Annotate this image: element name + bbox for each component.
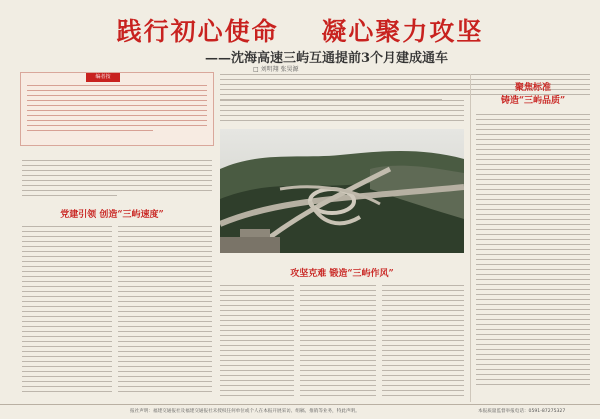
body-text-right-top: [476, 74, 590, 79]
column-divider: [470, 74, 471, 402]
section-title-right-line1: 聚焦标准: [514, 83, 551, 93]
body-text-right-col: [476, 114, 590, 389]
body-text-center-top: [220, 100, 464, 125]
footer-notice: 报社声明：福建交通报社及福建交通报社未授权任何单位或个人在本报开展采访、组稿、推销等业务，特此声明。: [130, 409, 360, 414]
body-text-left-col-1: [22, 226, 112, 396]
interchange-aerial-photo: [220, 129, 464, 253]
editor-note-tag: 编者按: [86, 73, 120, 82]
body-text-left-col-2: [118, 226, 212, 396]
headline: 践行初心使命 凝心聚力攻坚: [116, 17, 484, 46]
section-title-right-line2: 铸造“三屿品质”: [500, 96, 566, 106]
editor-note-box: [20, 72, 214, 146]
body-text-left-upper: [22, 160, 212, 200]
page-footer: [0, 404, 600, 419]
section-title-center: 攻坚克难 锻造“三屿作风”: [290, 269, 394, 279]
subheadline: ——沈海高速三屿互通提前3个月建成通车: [205, 51, 449, 66]
body-text-center-col-2: [300, 285, 376, 400]
body-text-center-col-3: [382, 285, 464, 400]
footer-hotline: 本报质量监督举报电话：0591-87275327: [478, 409, 566, 414]
body-text-center-col-1: [220, 285, 294, 400]
section-title-left: 党建引领 创造“三屿速度”: [60, 210, 164, 220]
byline: □ 刘明翔 张昊源: [253, 66, 299, 73]
editor-note-text: [27, 85, 207, 135]
